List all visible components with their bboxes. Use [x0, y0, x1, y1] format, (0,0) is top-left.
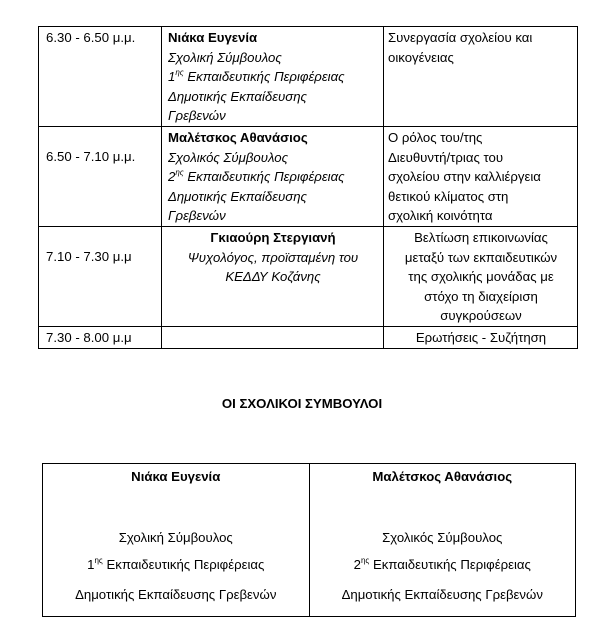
speaker-role-line: $1^{\eta\varsigma}$ Εκπαιδευτικής Περιφέρειας [168, 68, 345, 85]
speaker-role-line: $2^{\eta\varsigma}$ Εκπαιδευτικής Περιφέρειας [168, 168, 345, 185]
speaker-name: Μαλέτσκος Αθανάσιος [168, 129, 308, 145]
advisor-title: Σχολικός Σύμβουλος [382, 530, 503, 545]
topic-line: θετικού κλίματος στη [388, 188, 509, 204]
advisor-dept: Δημοτικής Εκπαίδευσης Γρεβενών [75, 587, 277, 602]
topic-line: Ο ρόλος του/της [388, 129, 483, 145]
speaker-role-line: Ψυχολόγος, προϊσταμένη του [187, 249, 359, 265]
time-cell: 6.30 - 6.50 μ.μ. [39, 27, 162, 127]
time-cell: 6.50 - 7.10 μ.μ. [39, 126, 162, 226]
topic-line: Συνεργασία σχολείου και [388, 30, 533, 45]
advisor-column [43, 464, 309, 616]
topic-line: σχολική κοινότητα [388, 208, 493, 224]
topic-line: μεταξύ των εκπαιδευτικών [404, 249, 558, 265]
advisor-column [309, 464, 576, 616]
topic-line: συγκρούσεων [440, 308, 522, 324]
speaker-role-line: Δημοτικής Εκπαίδευσης [168, 88, 307, 104]
topic-line: Βελτίωση επικοινωνίας [414, 229, 548, 245]
advisor-region: $1^{\eta\varsigma}$ Εκπαιδευτικής Περιφέρειας [87, 556, 265, 572]
topic-cell [384, 126, 578, 226]
speaker-name: Γκιαούρη Στεργιανή [210, 229, 336, 245]
speaker-cell [162, 27, 384, 127]
speaker-cell [162, 126, 384, 226]
topic-cell [384, 27, 578, 127]
program-table [38, 26, 578, 349]
topic-line: της σχολικής μονάδας με [408, 269, 554, 285]
advisor-region: $2^{\eta\varsigma}$ Εκπαιδευτικής Περιφέρειας [353, 556, 531, 572]
speaker-role-line: Γρεβενών [168, 108, 226, 124]
topic-line: Ερωτήσεις - Συζήτηση [415, 329, 547, 345]
speaker-name: Νιάκα Ευγενία [168, 30, 258, 45]
advisor-name: Μαλέτσκος Αθανάσιος [372, 469, 513, 484]
speaker-cell [162, 326, 384, 348]
section-heading: ΟΙ ΣΧΟΛΙΚΟΙ ΣΥΜΒΟΥΛΟΙ [221, 396, 383, 411]
speaker-role-line: Σχολική Σύμβουλος [168, 49, 282, 65]
topic-cell [384, 226, 578, 326]
topic-line: οικογένειας [388, 49, 454, 65]
table-row [39, 27, 578, 127]
speaker-role-line: Γρεβενών [168, 208, 226, 224]
time-cell: 7.10 - 7.30 μ.μ [39, 226, 162, 326]
topic-line: σχολείου στην καλλιέργεια [388, 169, 541, 185]
topic-line: Διευθυντή/τριας του [388, 149, 504, 165]
speaker-role-line: Σχολικός Σύμβουλος [168, 149, 289, 165]
speaker-role-line: Δημοτικής Εκπαίδευσης [168, 188, 307, 204]
advisor-dept: Δημοτικής Εκπαίδευσης Γρεβενών [341, 587, 543, 602]
table-row [39, 126, 578, 226]
topic-line: στόχο τη διαχείριση [424, 288, 538, 304]
advisor-title: Σχολική Σύμβουλος [118, 530, 233, 545]
speaker-cell [162, 226, 384, 326]
topic-cell [384, 326, 578, 348]
table-row [39, 226, 578, 326]
speaker-role-line: ΚΕΔΔΥ Κοζάνης [225, 269, 321, 285]
time-cell: 7.30 - 8.00 μ.μ [39, 326, 162, 348]
advisors-signature-box [42, 463, 576, 617]
table-row [39, 326, 578, 348]
advisor-name: Νιάκα Ευγενία [131, 469, 221, 484]
